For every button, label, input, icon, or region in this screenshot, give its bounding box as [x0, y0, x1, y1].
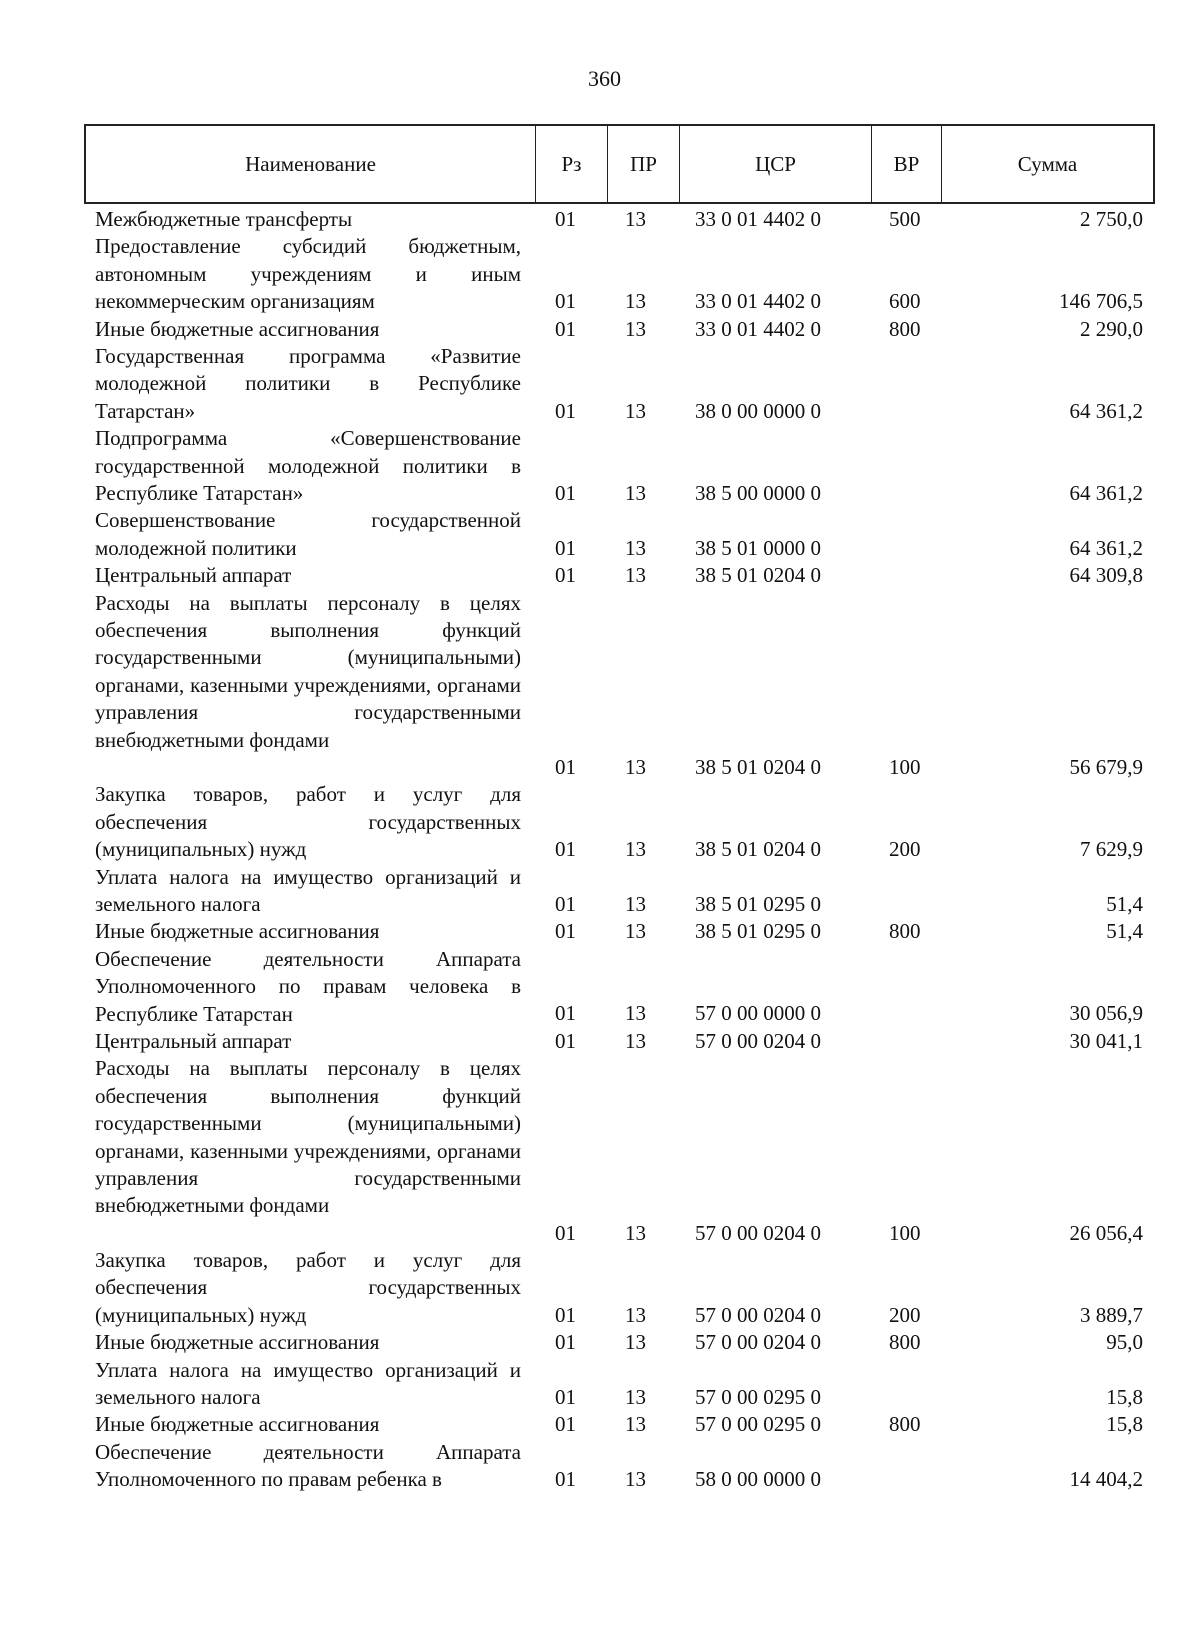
table-row: [0, 1028, 1200, 1055]
row-rz: 01: [555, 754, 576, 779]
table-row: [0, 918, 1200, 945]
row-sum: 56 679,9: [1069, 754, 1143, 779]
header-sum: Сумма: [1017, 151, 1078, 176]
row-name: Подпрограмма «Совершенствование государственной молодежной политики в Республике Татарстан»: [95, 426, 521, 505]
table-header: [84, 124, 1155, 204]
row-pr: 13: [625, 206, 646, 231]
row-name: Межбюджетные трансферты: [95, 207, 353, 231]
row-csr: 38 5 01 0295 0: [695, 891, 821, 916]
row-csr: 38 5 01 0204 0: [695, 563, 821, 588]
row-rz: 01: [555, 891, 576, 916]
row-csr: 57 0 00 0204 0: [695, 1028, 821, 1053]
row-pr: 13: [625, 1330, 646, 1355]
row-rz: 01: [555, 535, 576, 560]
row-rz: 01: [555, 1220, 576, 1245]
row-name: Обеспечение деятельности Аппарата Уполномоченного по правам человека в Республике Татарстан: [95, 946, 521, 1026]
table-row: [0, 233, 1200, 315]
table-row: [0, 1247, 1200, 1329]
row-pr: 13: [625, 535, 646, 560]
table-row: [0, 1329, 1200, 1356]
row-pr: 13: [625, 837, 646, 862]
row-rz: 01: [555, 206, 576, 231]
row-name: Иные бюджетные ассигнования: [95, 316, 380, 341]
table-row: [0, 425, 1200, 507]
row-rz: 01: [555, 480, 576, 505]
row-rz: 01: [555, 1385, 576, 1410]
row-name: Иные бюджетные ассигнования: [95, 1330, 380, 1355]
table-body: [0, 206, 1200, 1494]
row-sum: 95,0: [1106, 1330, 1143, 1355]
row-csr: 33 0 01 4402 0: [695, 316, 821, 341]
header-vr: ВР: [872, 126, 942, 202]
row-vr: 600: [889, 289, 921, 314]
row-csr: 33 0 01 4402 0: [695, 206, 821, 231]
row-vr: 800: [889, 1412, 921, 1437]
row-csr: 57 0 00 0204 0: [695, 1330, 821, 1355]
row-name: Предоставление субсидий бюджетным, автономным учреждениям и иным некоммерческим организациям: [95, 234, 521, 314]
table-row: [0, 1055, 1200, 1247]
row-sum: 64 361,2: [1069, 480, 1143, 505]
row-csr: 38 0 00 0000 0: [695, 398, 821, 423]
row-sum: 64 361,2: [1069, 535, 1143, 560]
row-vr: 100: [889, 754, 921, 779]
row-sum: 64 361,2: [1069, 398, 1143, 423]
row-sum: 15,8: [1106, 1385, 1143, 1410]
row-rz: 01: [555, 398, 576, 423]
row-rz: 01: [555, 919, 576, 944]
row-rz: 01: [555, 289, 576, 314]
table-row: [0, 1357, 1200, 1412]
header-rz: Рз: [536, 126, 608, 202]
row-sum: 30 041,1: [1069, 1028, 1143, 1053]
table-row: [0, 1411, 1200, 1438]
table-row: [0, 507, 1200, 562]
row-csr: 58 0 00 0000 0: [695, 1467, 821, 1492]
row-name: Закупка товаров, работ и услуг для обеспечения государственных (муниципальных) нужд: [95, 1248, 521, 1327]
row-pr: 13: [625, 1001, 646, 1026]
table-row: [0, 206, 1200, 233]
row-sum: 3 889,7: [1080, 1302, 1143, 1327]
row-pr: 13: [625, 1028, 646, 1053]
table-row: [0, 343, 1200, 425]
row-sum: 14 404,2: [1069, 1467, 1143, 1492]
row-csr: 57 0 00 0204 0: [695, 1220, 821, 1245]
row-name: Обеспечение деятельности Аппарата Уполномоченного по правам ребенка в: [95, 1439, 521, 1492]
table-row: [0, 946, 1200, 1028]
row-vr: 800: [889, 919, 921, 944]
row-name: Уплата налога на имущество организаций и земельного налога: [95, 864, 521, 916]
row-pr: 13: [625, 919, 646, 944]
row-pr: 13: [625, 398, 646, 423]
row-vr: 200: [889, 837, 921, 862]
row-sum: 64 309,8: [1069, 563, 1143, 588]
row-name: Совершенствование государственной молодежной политики: [95, 508, 521, 560]
row-csr: 38 5 00 0000 0: [695, 480, 821, 505]
row-name: Центральный аппарат: [95, 563, 292, 588]
row-pr: 13: [625, 1302, 646, 1327]
row-vr: 100: [889, 1220, 921, 1245]
row-sum: 2 750,0: [1080, 206, 1143, 231]
table-row: [0, 316, 1200, 343]
row-name: Расходы на выплаты персоналу в целях обеспечения выполнения функций государственными (муниципальными) органами, казенными учреждениями, органами управления государственными внебюджетными фондами: [95, 590, 521, 752]
row-rz: 01: [555, 316, 576, 341]
row-rz: 01: [555, 563, 576, 588]
row-name: Иные бюджетные ассигнования: [95, 1412, 380, 1437]
table-row: [0, 864, 1200, 919]
row-name: Уплата налога на имущество организаций и земельного налога: [95, 1357, 521, 1410]
row-rz: 01: [555, 1330, 576, 1355]
row-pr: 13: [625, 1385, 646, 1410]
row-csr: 38 5 01 0295 0: [695, 919, 821, 944]
row-vr: 500: [889, 206, 921, 231]
row-name: Центральный аппарат: [95, 1028, 292, 1053]
row-rz: 01: [555, 1028, 576, 1053]
row-pr: 13: [625, 316, 646, 341]
page-number: 360: [588, 66, 621, 91]
row-sum: 2 290,0: [1080, 316, 1143, 341]
row-rz: 01: [555, 1001, 576, 1026]
header-csr: ЦСР: [680, 126, 872, 202]
row-name: Закупка товаров, работ и услуг для обеспечения государственных (муниципальных) нужд: [95, 782, 521, 862]
row-csr: 38 5 01 0204 0: [695, 837, 821, 862]
row-name: Государственная программа «Развитие молодежной политики в Республике Татарстан»: [95, 343, 521, 423]
row-pr: 13: [625, 891, 646, 916]
header-pr: ПР: [608, 126, 680, 202]
row-csr: 57 0 00 0204 0: [695, 1302, 821, 1327]
table-row: [0, 781, 1200, 863]
row-sum: 15,8: [1106, 1412, 1143, 1437]
row-name: Иные бюджетные ассигнования: [95, 919, 380, 944]
row-csr: 57 0 00 0000 0: [695, 1001, 821, 1026]
row-pr: 13: [625, 1467, 646, 1492]
row-pr: 13: [625, 1412, 646, 1437]
row-csr: 57 0 00 0295 0: [695, 1412, 821, 1437]
row-vr: 800: [889, 1330, 921, 1355]
row-csr: 38 5 01 0204 0: [695, 754, 821, 779]
row-rz: 01: [555, 1412, 576, 1437]
row-vr: 800: [889, 316, 921, 341]
table-row: [0, 590, 1200, 782]
header-name: Наименование: [86, 126, 536, 202]
row-sum: 51,4: [1106, 891, 1143, 916]
row-rz: 01: [555, 1302, 576, 1327]
row-rz: 01: [555, 1467, 576, 1492]
row-csr: 33 0 01 4402 0: [695, 289, 821, 314]
table-row: [0, 1439, 1200, 1494]
row-sum: 7 629,9: [1080, 837, 1143, 862]
row-pr: 13: [625, 480, 646, 505]
row-csr: 38 5 01 0000 0: [695, 535, 821, 560]
row-sum: 26 056,4: [1069, 1220, 1143, 1245]
row-sum: 146 706,5: [1059, 289, 1143, 314]
row-name: Расходы на выплаты персоналу в целях обеспечения выполнения функций государственными (муниципальными) органами, казенными учреждениями, органами управления государственными внебюджетными фондами: [95, 1056, 521, 1218]
row-pr: 13: [625, 289, 646, 314]
row-pr: 13: [625, 1220, 646, 1245]
row-sum: 51,4: [1106, 919, 1143, 944]
row-rz: 01: [555, 837, 576, 862]
row-csr: 57 0 00 0295 0: [695, 1385, 821, 1410]
row-pr: 13: [625, 754, 646, 779]
row-pr: 13: [625, 563, 646, 588]
row-vr: 200: [889, 1302, 921, 1327]
table-row: [0, 562, 1200, 589]
row-sum: 30 056,9: [1069, 1001, 1143, 1026]
